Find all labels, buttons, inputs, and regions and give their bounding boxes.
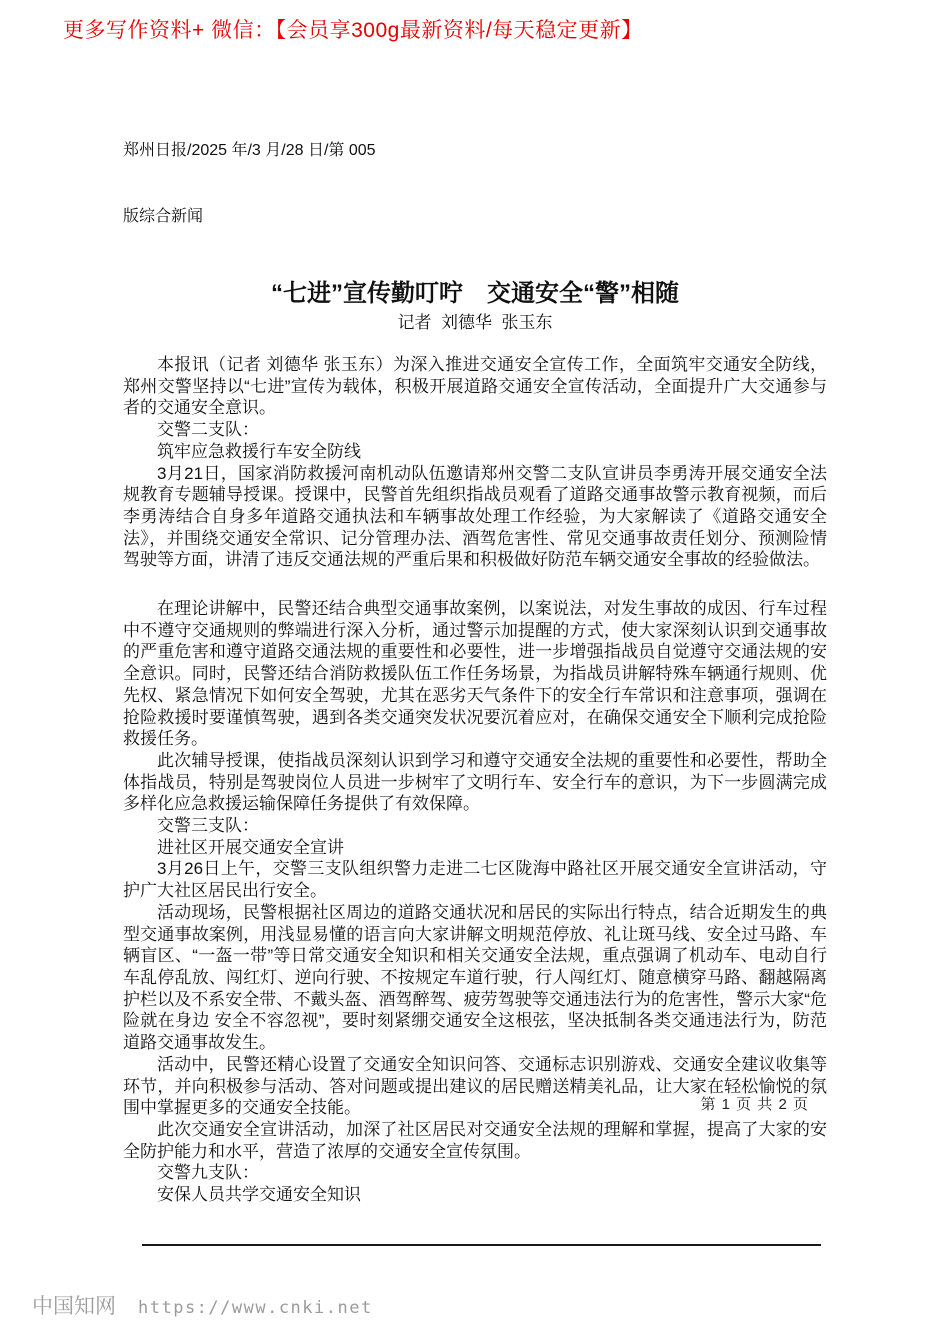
article-body <box>123 354 827 1206</box>
footer-divider-line <box>142 1244 821 1246</box>
paragraph-subhead: 筑牢应急救援行车安全防线 <box>157 441 361 461</box>
paragraph-subhead: 交警二支队： <box>157 420 259 440</box>
paragraph-subhead: 交警三支队： <box>157 816 259 836</box>
article-title: “七进”宣传勤叮咛 交通安全“警”相随 <box>271 280 679 307</box>
paragraph: 3月26日上午，交警三支队组织警力走进二七区陇海中路社区开展交通安全宣讲活动，守护广大社区居民出行安全。 <box>123 859 827 901</box>
paragraph: 3月21日，国家消防救援河南机动队伍邀请郑州交警二支队宣讲员李勇涛开展交通安全法规教育专题辅导授课。授课中，民警首先组织指战员观看了道路交通事故警示教育视频，而后李勇涛结合自身多年道路交通执法和车辆事故处理工作经验，为大家解读了《道路交通安全法》，并围绕交通安全常识、记分管理办法、酒驾危害性、常见交通事故责任划分、预测险情驾驶等方面，讲清了违反交通法规的严重后果和积极做好防范车辆交通安全事故的经验做法。 <box>123 463 827 570</box>
cnki-brand-text: 中国知网 <box>32 1294 116 1318</box>
paragraph: 活动中，民警还精心设置了交通安全知识问答、交通标志识别游戏、交通安全建议收集等环节，并向积极参与活动、答对问题或提出建议的居民赠送精美礼品，让大家在轻松愉悦的氛围中掌握更多的交通安全技能。 <box>123 1054 827 1118</box>
page-number-indicator: 第 1 页 共 2 页 <box>700 1096 809 1113</box>
paragraph: 此次交通安全宣讲活动，加深了社区居民对交通安全法规的理解和掌握，提高了大家的安全防护能力和水平，营造了浓厚的交通安全宣传氛围。 <box>123 1119 827 1161</box>
paragraph: 此次辅导授课，使指战员深刻认识到学习和遵守交通安全法规的重要性和必要性，帮助全体指战员，特别是驾驶岗位人员进一步树牢了文明行车、安全行车的意识，为下一步圆满完成多样化应急救援运输保障任务提供了有效保障。 <box>123 750 827 814</box>
paragraph: 活动现场，民警根据社区周边的道路交通状况和居民的实际出行特点，结合近期发生的典型交通事故案例，用浅显易懂的语言向大家讲解文明规范停放、礼让斑马线、安全过马路、车辆盲区、“一盔一带”等日常交通安全知识和相关交通安全法规，重点强调了机动车、电动自行车乱停乱放、闯红灯、逆向行驶、不按规定车道行驶，行人闯红灯、随意横穿马路、翻越隔离护栏以及不系安全带、不戴头盔、酒驾醉驾、疲劳驾驶等交通违法行为的危害性，警示大家“危险就在身边 安全不容忽视”，要时刻紧绷交通安全这根弦，坚决抵制各类交通违法行为，防范道路交通事故发生。 <box>123 902 827 1053</box>
masthead-section-line: 版综合新闻 <box>123 208 204 225</box>
article-page <box>123 96 827 1206</box>
cnki-url-text: https://www.cnki.net <box>138 1298 373 1318</box>
paragraph-subhead: 交警九支队： <box>157 1163 259 1183</box>
cnki-watermark <box>32 1290 373 1320</box>
paragraph-subhead: 进社区开展交通安全宣讲 <box>157 837 344 857</box>
article-byline: 记者 刘德华 张玉东 <box>397 313 553 332</box>
paragraph: 本报讯（记者 刘德华 张玉东）为深入推进交通安全宣传工作，全面筑牢交通安全防线，郑州交警坚持以“七进”宣传为载体，积极开展道路交通安全宣传活动，全面提升广大交通参与者的交通安全意识。 <box>123 355 827 418</box>
masthead <box>123 96 827 272</box>
paragraph: 在理论讲解中，民警还结合典型交通事故案例，以案说法，对发生事故的成因、行车过程中不遵守交通规则的弊端进行深入分析，通过警示加提醒的方式，使大家深刻认识到交通事故的严重危害和遵守道路交通法规的重要性和必要性，进一步增强指战员自觉遵守交通法规的安全意识。同时，民警还结合消防救援队伍工作任务场景，为指战员讲解特殊车辆通行规则、优先权、紧急情况下如何安全驾驶，尤其在恶劣天气条件下的安全行车常识和注意事项，强调在抢险救援时要谨慎驾驶，遇到各类交通突发状况要沉着应对，在确保交通安全下顺利完成抢险救援任务。 <box>123 599 827 749</box>
promo-banner-text: 更多写作资料+ 微信：【会员享300g最新资料/每天稳定更新】 <box>63 19 643 42</box>
masthead-source-line: 郑州日报/2025 年/3 月/28 日/第 005 <box>123 142 376 159</box>
paragraph-subhead: 安保人员共学交通安全知识 <box>157 1185 361 1205</box>
